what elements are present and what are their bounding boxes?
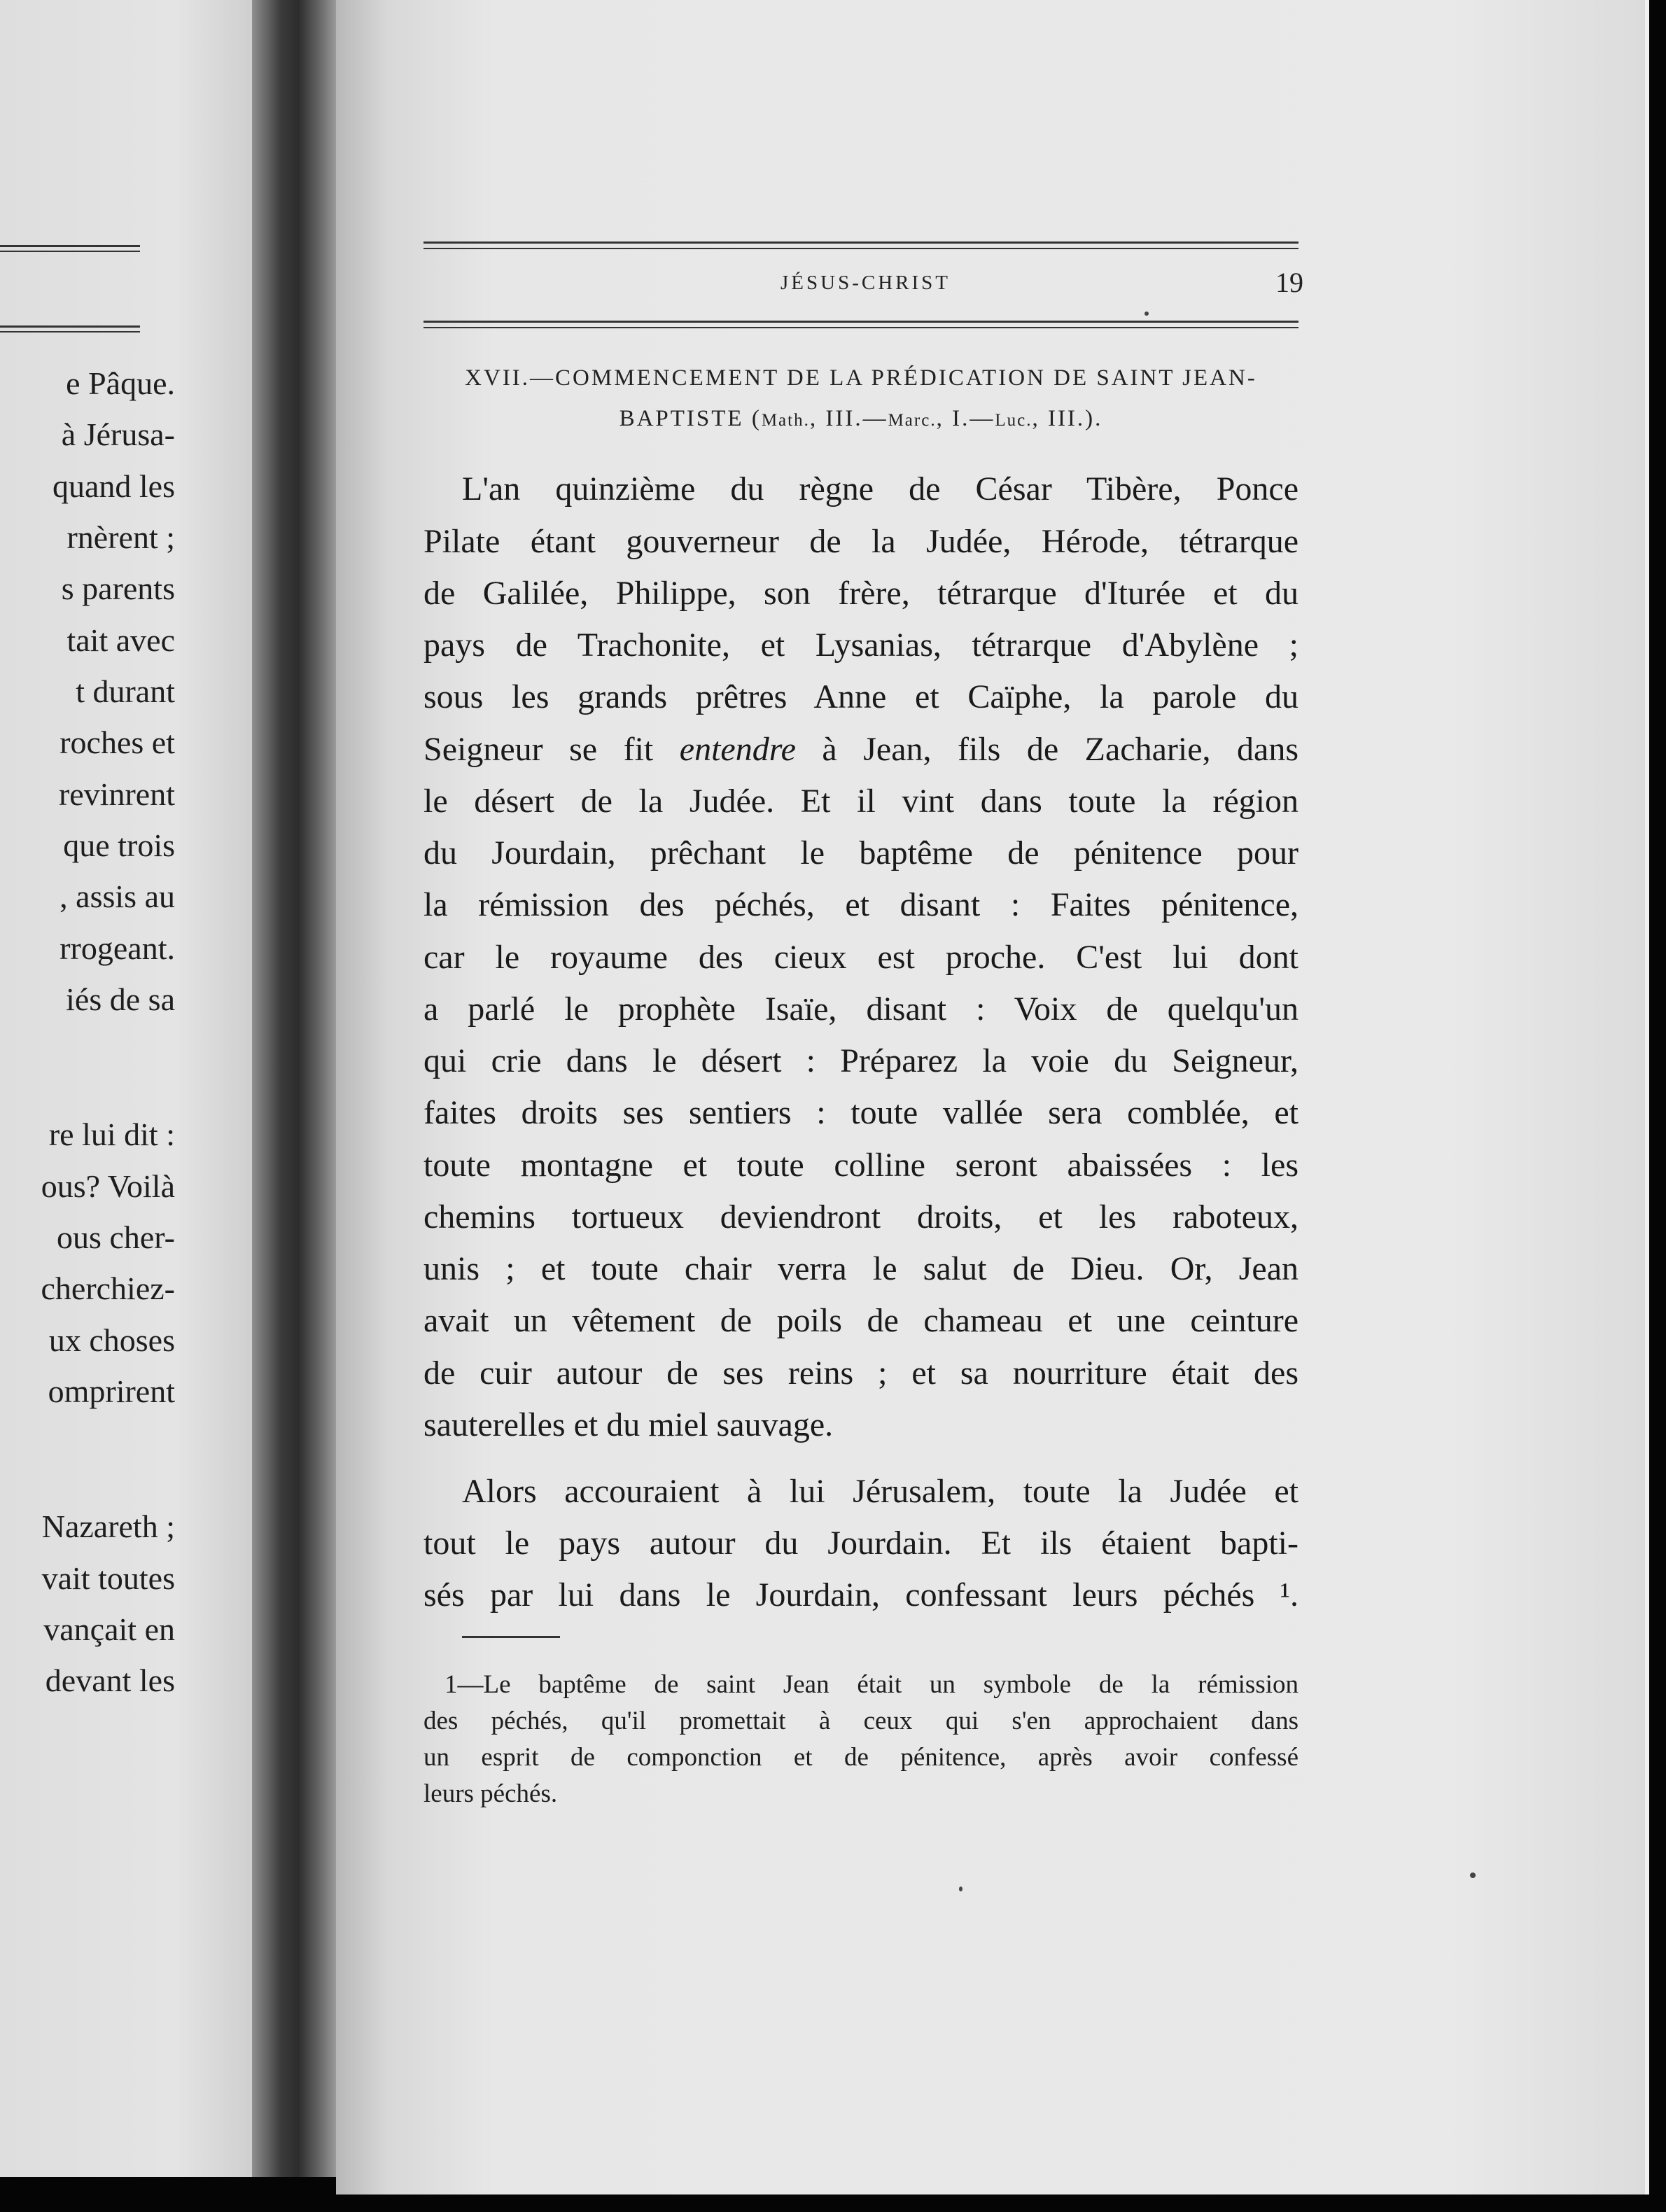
left-page-line: vançait en bbox=[43, 1611, 175, 1647]
body-line: avait un vêtement de poils de chameau et une ceinture bbox=[424, 1302, 1298, 1339]
left-page-line: vait toutes bbox=[41, 1560, 175, 1596]
body-line: la rémission des péchés, et disant : Faites pénitence, bbox=[424, 886, 1298, 923]
left-page-line: rrogeant. bbox=[59, 930, 175, 966]
book-gutter bbox=[252, 0, 336, 2177]
left-page-line: re lui dit : bbox=[48, 1116, 175, 1152]
body-line: faites droits ses sentiers : toute vallée sera comblée, et bbox=[424, 1094, 1298, 1131]
running-title: JÉSUS-CHRIST bbox=[780, 272, 951, 294]
header-rule bbox=[424, 241, 1298, 244]
left-header-rule bbox=[0, 245, 140, 247]
footnote-line: leurs péchés. bbox=[424, 1779, 558, 1808]
italic-word: entendre bbox=[679, 731, 796, 768]
left-page-line: s parents bbox=[61, 570, 175, 606]
page-number: 19 bbox=[1275, 267, 1303, 298]
left-page-line: omprirent bbox=[48, 1373, 175, 1409]
left-page-line: , assis au bbox=[59, 878, 175, 914]
left-page-line: ous cher- bbox=[57, 1219, 175, 1255]
body-line: Alors accouraient à lui Jérusalem, toute la Judée et bbox=[462, 1473, 1298, 1510]
body-line: a parlé le prophète Isaïe, disant : Voix de quelqu'un bbox=[424, 990, 1298, 1028]
header-rule bbox=[424, 327, 1298, 328]
body-line: tout le pays autour du Jourdain. Et ils étaient bapti- bbox=[424, 1525, 1298, 1562]
left-page-line: t durant bbox=[76, 673, 175, 709]
left-page-line: Nazareth ; bbox=[41, 1508, 175, 1544]
body-line: sés par lui dans le Jourdain, confessant leurs péchés ¹. bbox=[424, 1576, 1298, 1614]
left-page-line: à Jérusa- bbox=[61, 416, 175, 452]
body-line: pays de Trachonite, et Lysanias, tétrarque d'Abylène ; bbox=[424, 626, 1298, 664]
body-line: car le royaume des cieux est proche. C'est lui dont bbox=[424, 939, 1298, 976]
paper-speck bbox=[1144, 312, 1149, 316]
heading-fragment: , III.— bbox=[809, 406, 888, 431]
footnote-line: 1—Le baptême de saint Jean était un symbole de la rémission bbox=[444, 1670, 1298, 1699]
footnote-line: un esprit de componction et de pénitence, après avoir confessé bbox=[424, 1743, 1298, 1772]
left-page-line: que trois bbox=[63, 827, 175, 863]
heading-small-caps: Math. bbox=[761, 411, 810, 430]
body-fragment: à Jean, fils de Zacharie, dans bbox=[795, 731, 1298, 768]
body-fragment: Seigneur se fit bbox=[424, 731, 680, 768]
body-line: Pilate étant gouverneur de la Judée, Hérode, tétrarque bbox=[424, 523, 1298, 560]
body-line: unis ; et toute chair verra le salut de Dieu. Or, Jean bbox=[424, 1250, 1298, 1287]
left-page-line: iés de sa bbox=[66, 981, 175, 1017]
left-page-line: quand les bbox=[52, 468, 175, 504]
body-line: toute montagne et toute colline seront abaissées : les bbox=[424, 1147, 1298, 1184]
body-line: sous les grands prêtres Anne et Caïphe, la parole du bbox=[424, 678, 1298, 715]
header-rule bbox=[424, 248, 1298, 249]
body-line: du Jourdain, prêchant le baptême de pénitence pour bbox=[424, 834, 1298, 872]
heading-fragment: BAPTISTE ( bbox=[619, 406, 762, 431]
left-page-line: cherchiez- bbox=[41, 1270, 175, 1306]
left-page-line: rnèrent ; bbox=[66, 519, 175, 555]
section-heading-line2 bbox=[424, 406, 1298, 432]
left-page-line: ous? Voilà bbox=[41, 1168, 175, 1204]
heading-small-caps: Marc. bbox=[888, 411, 937, 430]
left-header-rule bbox=[0, 326, 140, 328]
left-page bbox=[0, 0, 252, 2177]
body-line: de Galilée, Philippe, son frère, tétrarque d'Iturée et du bbox=[424, 575, 1298, 612]
header-rule bbox=[424, 321, 1298, 323]
left-page-line: e Pâque. bbox=[66, 365, 175, 401]
footnote-line: des péchés, qu'il promettait à ceux qui s'en approchaient dans bbox=[424, 1707, 1298, 1735]
paper-speck bbox=[1470, 1872, 1476, 1878]
footnote-rule bbox=[462, 1636, 560, 1638]
heading-small-caps: Luc. bbox=[995, 411, 1032, 430]
heading-fragment: , I.— bbox=[936, 406, 995, 431]
paper-speck bbox=[959, 1886, 962, 1891]
body-line: le désert de la Judée. Et il vint dans toute la région bbox=[424, 783, 1298, 820]
left-page-line: revinrent bbox=[58, 776, 175, 812]
section-heading: XVII.—COMMENCEMENT DE LA PRÉDICATION DE SAINT JEAN- bbox=[465, 365, 1257, 391]
body-line: sauterelles et du miel sauvage. bbox=[424, 1406, 834, 1443]
body-line: de cuir autour de ses reins ; et sa nourriture était des bbox=[424, 1354, 1298, 1392]
left-page-line: tait avec bbox=[66, 622, 175, 658]
body-line: chemins tortueux deviendront droits, et les raboteux, bbox=[424, 1198, 1298, 1236]
body-line: L'an quinzième du règne de César Tibère, Ponce bbox=[462, 470, 1298, 507]
left-page-line: devant les bbox=[45, 1662, 175, 1698]
left-header-rule bbox=[0, 251, 140, 252]
heading-fragment: , III.). bbox=[1032, 406, 1103, 431]
left-page-line: roches et bbox=[59, 724, 175, 760]
left-page-line: ux choses bbox=[48, 1322, 175, 1358]
left-header-rule bbox=[0, 331, 140, 332]
body-line: qui crie dans le désert : Préparez la voie du Seigneur, bbox=[424, 1042, 1298, 1079]
body-line-with-italic bbox=[424, 733, 1298, 766]
